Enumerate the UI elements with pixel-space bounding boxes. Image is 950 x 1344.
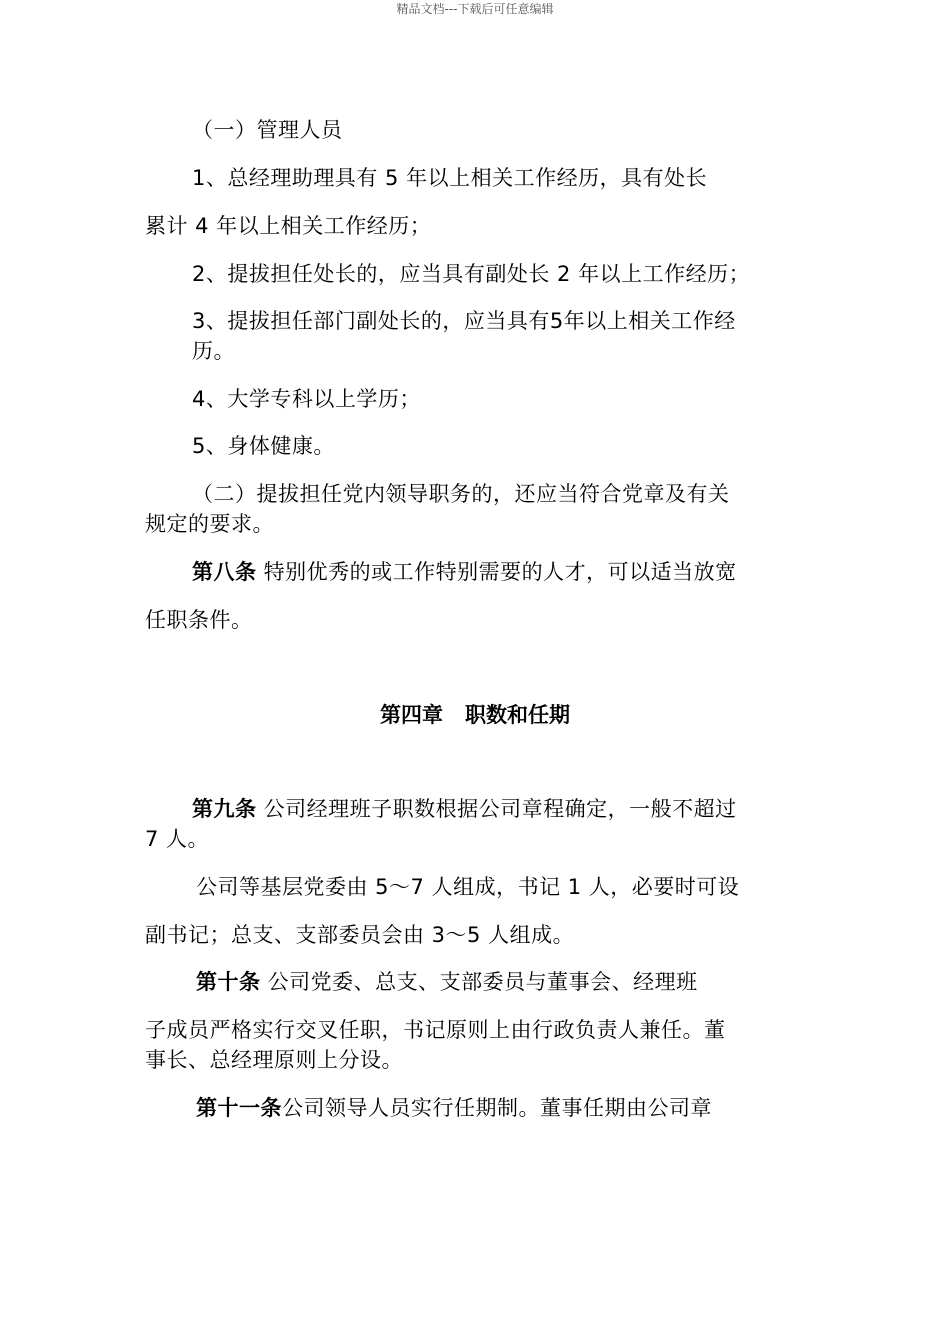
item-1-line-1: 1、总经理助理具有 5 年以上相关工作经历，具有处长 — [192, 166, 708, 190]
item-5: 5、身体健康。 — [192, 434, 335, 458]
article-9-label: 第九条 — [192, 797, 257, 821]
article-9-text: 公司经理班子职数根据公司章程确定，一般不超过 — [256, 797, 737, 821]
item-2: 2、提拔担任处长的，应当具有副处长 2 年以上工作经历； — [192, 262, 751, 286]
page-header-note: 精品文档---下载后可任意编辑 — [396, 2, 554, 16]
article-8-line-2: 任职条件。 — [145, 608, 253, 632]
article-9-line-1 — [192, 794, 737, 824]
article-10-line-1 — [196, 967, 698, 997]
article-8-text: 特别优秀的或工作特别需要的人才，可以适当放宽 — [256, 560, 737, 584]
article-10-line-3: 事长、总经理原则上分设。 — [145, 1048, 403, 1072]
article-9-line-2: 7 人。 — [145, 827, 210, 851]
article-10-label: 第十条 — [196, 970, 261, 994]
section-one-title: （一）管理人员 — [192, 118, 343, 142]
article-11-label: 第十一条 — [196, 1096, 282, 1120]
article-10-line-2: 子成员严格实行交叉任职，书记原则上由行政负责人兼任。董 — [145, 1018, 726, 1042]
item-3-line-1: 3、提拔担任部门副处长的，应当具有5年以上相关工作经 — [192, 309, 736, 333]
committee-line-2: 副书记；总支、支部委员会由 3～5 人组成。 — [145, 923, 575, 947]
article-11-line-1 — [196, 1093, 712, 1123]
chapter-4-title: 第四章 职数和任期 — [380, 703, 570, 727]
section-two-line-2: 规定的要求。 — [145, 512, 274, 536]
article-8-label: 第八条 — [192, 560, 257, 584]
committee-line-1: 公司等基层党委由 5～7 人组成，书记 1 人，必要时可设 — [196, 875, 740, 899]
section-two-line-1: （二）提拔担任党内领导职务的，还应当符合党章及有关 — [192, 482, 730, 506]
article-8-line-1 — [192, 557, 737, 587]
item-4: 4、大学专科以上学历； — [192, 387, 421, 411]
item-3-line-2: 历。 — [192, 339, 235, 363]
article-10-text: 公司党委、总支、支部委员与董事会、经理班 — [260, 970, 698, 994]
item-1-line-2: 累计 4 年以上相关工作经历； — [145, 214, 432, 238]
article-11-text: 公司领导人员实行任期制。董事任期由公司章 — [282, 1096, 712, 1120]
